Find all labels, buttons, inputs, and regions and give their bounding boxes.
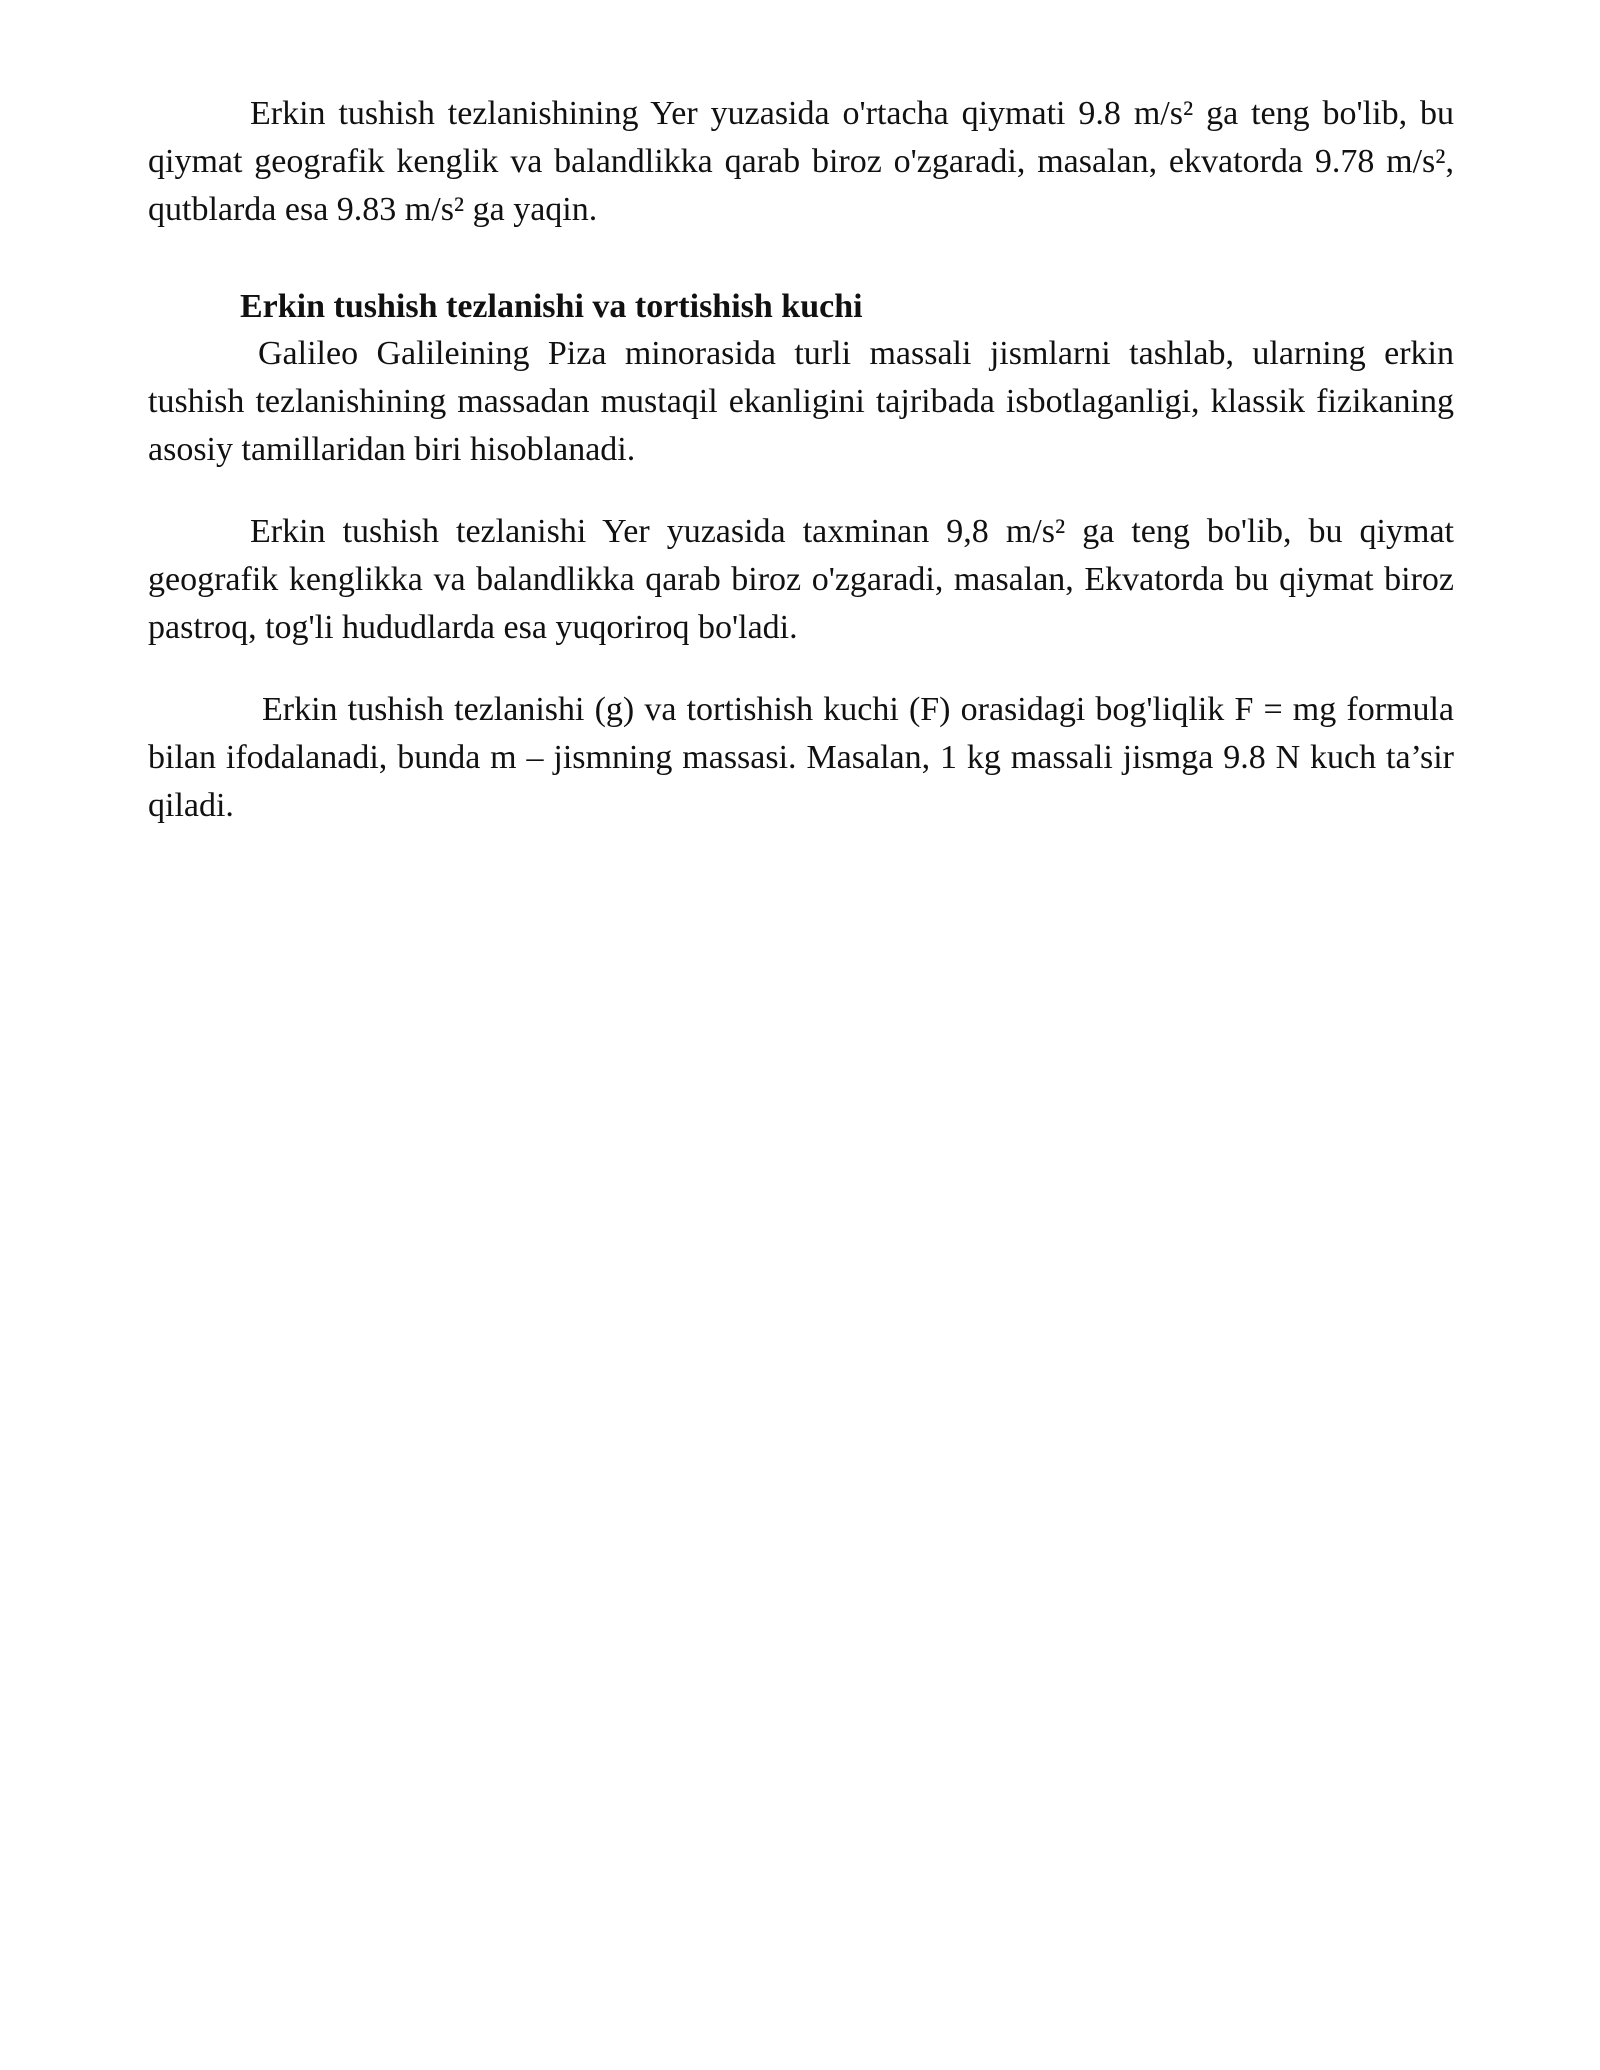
document-body xyxy=(148,90,1454,830)
paragraph-force-formula: Erkin tushish tezlanishi (g) va tortishish kuchi (F) orasidagi bog'liqlik F = mg formula bilan ifodalanadi, bunda m – jismning massasi. Masalan, 1 kg massali jismga 9.8 N kuch ta’sir qiladi. xyxy=(148,691,1454,824)
paragraph-galileo: Galileo Galileining Piza minorasida turli massali jismlarni tashlab, ularning erkin tushish tezlanishining massadan mustaqil ekanligini tajribada isbotlaganligi, klassik fizikaning asosiy tamillaridan biri hisoblanadi. xyxy=(148,335,1454,468)
paragraph-gravity-variation: Erkin tushish tezlanishi Yer yuzasida taxminan 9,8 m/s² ga teng bo'lib, bu qiymat geografik kenglikka va balandlikka qarab biroz o'zgaradi, masalan, Ekvatorda bu qiymat biroz pastroq, tog'li hududlarda esa yuqoriroq bo'ladi. xyxy=(148,513,1454,646)
paragraph-gravity-average: Erkin tushish tezlanishining Yer yuzasida o'rtacha qiymati 9.8 m/s² ga teng bo'lib, bu qiymat geografik kenglik va balandlikka qarab biroz o'zgaradi, masalan, ekvatorda 9.78 m/s², qutblarda esa 9.83 m/s² ga yaqin. xyxy=(148,95,1454,228)
section-heading: Erkin tushish tezlanishi va tortishish kuchi xyxy=(240,288,863,325)
